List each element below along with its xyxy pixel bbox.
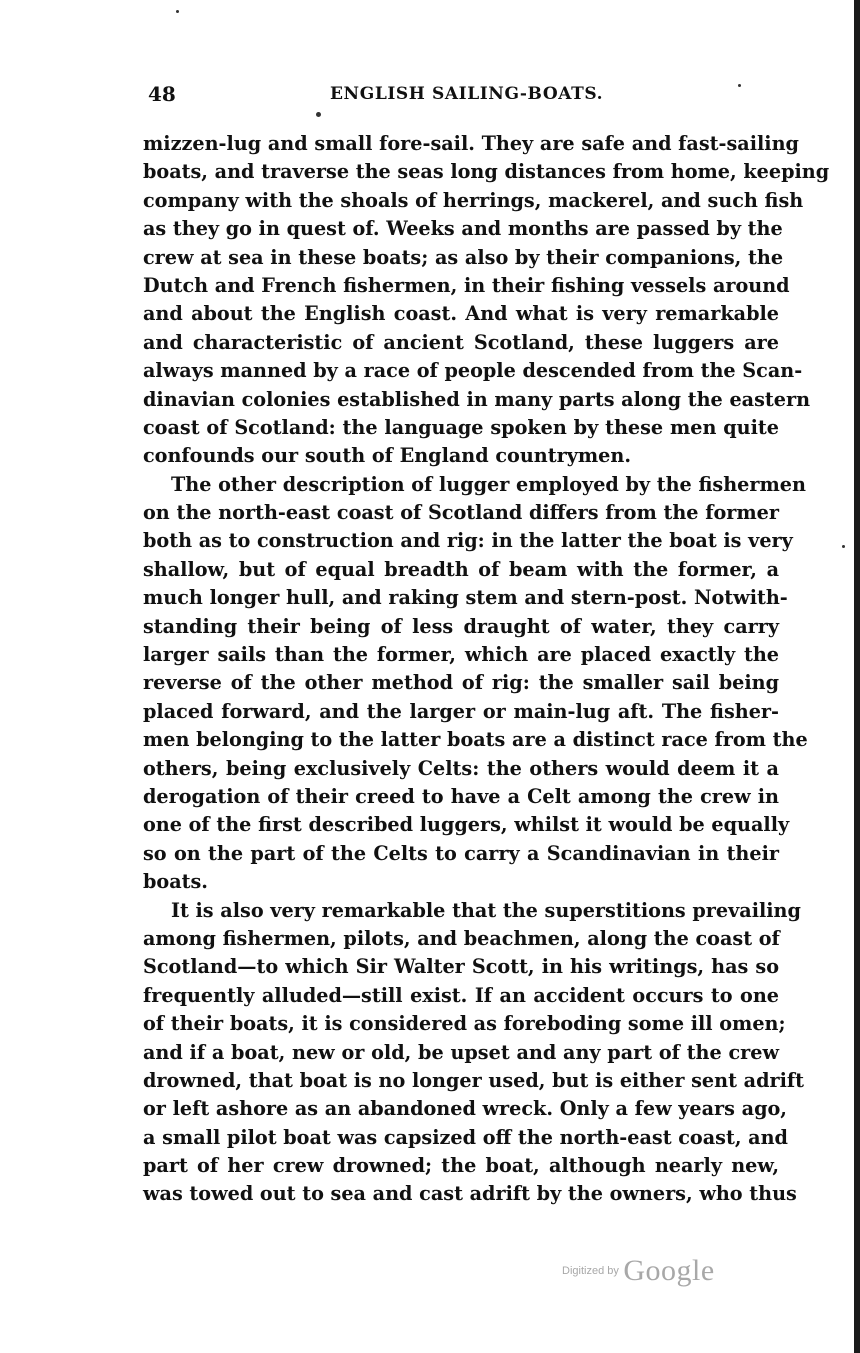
text-line: among fishermen, pilots, and beachmen, along the coast of: [143, 926, 780, 950]
scan-speck: [842, 545, 845, 548]
scan-speck: [316, 112, 321, 117]
page-number: 48: [148, 82, 176, 106]
text-line: others, being exclusively Celts: the others would deem it a: [143, 756, 779, 780]
watermark-prefix: Digitized by: [562, 1265, 619, 1277]
text-line: confounds our south of England countrymen.: [143, 444, 631, 468]
page-edge-shadow: [854, 0, 860, 1353]
text-line: crew at sea in these boats; as also by their companions, the: [143, 245, 784, 269]
text-line: Scotland—to which Sir Walter Scott, in his writings, has so: [143, 955, 779, 979]
text-line: was towed out to sea and cast adrift by the owners, who thus: [143, 1182, 797, 1206]
body-text: [143, 130, 830, 1209]
google-logo: Google: [623, 1254, 715, 1287]
text-line: a small pilot boat was capsized off the north-east coast, and: [143, 1125, 788, 1149]
text-line: Dutch and French fishermen, in their fishing vessels around: [143, 273, 790, 297]
digitized-watermark: [562, 1254, 715, 1288]
text-line: and characteristic of ancient Scotland, these luggers are: [143, 330, 779, 354]
text-line: The other description of lugger employed by the fishermen: [171, 472, 806, 496]
text-line: of their boats, it is considered as foreboding some ill omen;: [143, 1012, 786, 1036]
text-line: larger sails than the former, which are placed exactly the: [143, 643, 779, 667]
text-line: company with the shoals of herrings, mackerel, and such fish: [143, 188, 804, 212]
text-line: always manned by a race of people descended from the Scan-: [143, 359, 803, 383]
text-line: standing their being of less draught of water, they carry: [143, 614, 779, 638]
text-line: derogation of their creed to have a Celt among the crew in: [143, 784, 779, 808]
scan-speck: [176, 10, 179, 13]
text-line: shallow, but of equal breadth of beam with the former, a: [143, 557, 779, 581]
text-line: men belonging to the latter boats are a distinct race from the: [143, 728, 808, 752]
text-line: part of her crew drowned; the boat, although nearly new,: [143, 1154, 779, 1178]
text-line: and about the English coast. And what is very remarkable: [143, 302, 779, 326]
text-line: much longer hull, and raking stem and stern-post. Notwith-: [143, 586, 788, 610]
text-line: so on the part of the Celts to carry a Scandinavian in their: [143, 841, 779, 865]
text-line: It is also very remarkable that the superstitions prevailing: [171, 898, 801, 922]
text-line: mizzen-lug and small fore-sail. They are safe and fast-sailing: [143, 132, 799, 155]
text-line: or left ashore as an abandoned wreck. Only a few years ago,: [143, 1097, 787, 1121]
text-line: placed forward, and the larger or main-lug aft. The fisher-: [143, 699, 779, 723]
text-line: both as to construction and rig: in the latter the boat is very: [143, 529, 793, 553]
text-line: coast of Scotland: the language spoken by these men quite: [143, 415, 779, 439]
text-line: as they go in quest of. Weeks and months are passed by the: [143, 217, 783, 241]
text-line: and if a boat, new or old, be upset and any part of the crew: [143, 1040, 779, 1064]
running-title: ENGLISH SAILING-BOATS.: [330, 84, 604, 104]
text-line: boats, and traverse the seas long distances from home, keeping: [143, 160, 830, 184]
text-line: dinavian colonies established in many parts along the eastern: [143, 387, 811, 411]
text-line: reverse of the other method of rig: the smaller sail being: [143, 671, 779, 695]
page-header: [148, 82, 768, 110]
text-line: frequently alluded—still exist. If an accident occurs to one: [143, 983, 779, 1007]
text-line: one of the first described luggers, whilst it would be equally: [143, 813, 790, 837]
text-line: drowned, that boat is no longer used, but is either sent adrift: [143, 1068, 804, 1092]
text-line: boats.: [143, 870, 208, 894]
text-line: on the north-east coast of Scotland differs from the former: [143, 501, 779, 525]
